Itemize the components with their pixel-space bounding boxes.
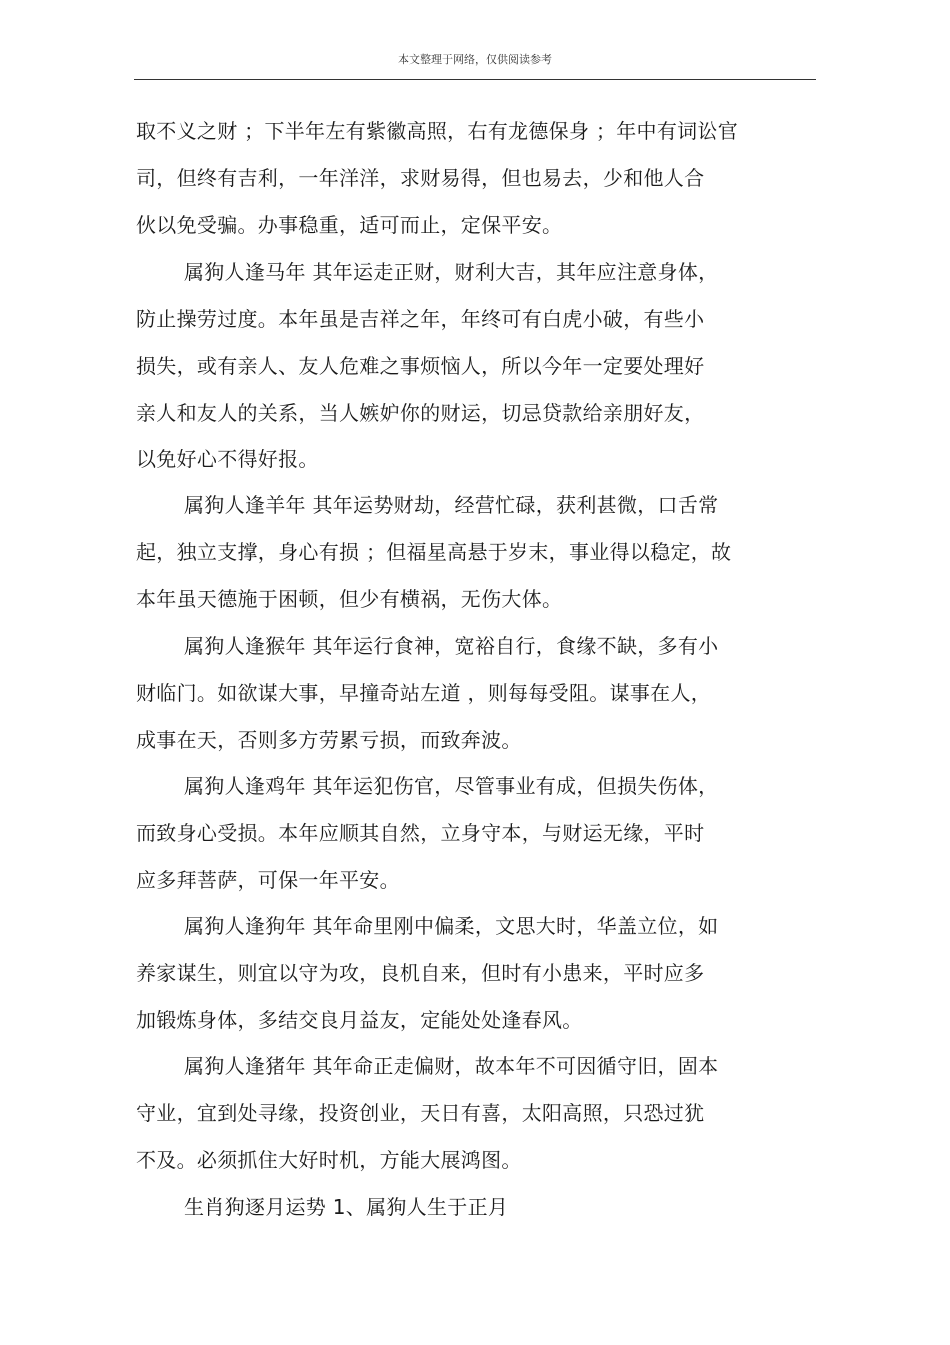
- section-heading-line: 生肖狗逐月运势 1、属狗人生于正月: [184, 1195, 509, 1219]
- text-line: 伙以免受骗。办事稳重，适可而止，定保平安。: [136, 213, 563, 237]
- text-line: 取不义之财 ；下半年左有紫徽高照，右有龙德保身 ；年中有词讼官: [136, 119, 739, 143]
- text-line: 而致身心受损。本年应顺其自然，立身守本，与财运无缘，平时: [136, 821, 705, 845]
- text-line: 以免好心不得好报。: [136, 447, 319, 471]
- text-line: 亲人和友人的关系，当人嫉妒你的财运，切忌贷款给亲朋好友，: [136, 401, 705, 425]
- paragraph-start-line: 属狗人逢狗年 其年命里刚中偏柔，文思大时，华盖立位，如: [184, 914, 719, 938]
- text-line: 防止操劳过度。本年虽是吉祥之年，年终可有白虎小破，有些小: [136, 307, 705, 331]
- text-line: 起，独立支撑，身心有损 ；但福星高悬于岁末，事业得以稳定，故: [136, 540, 732, 564]
- text-line: 守业，宜到处寻缘，投资创业，天日有喜，太阳高照，只恐过犹: [136, 1101, 705, 1125]
- page-header: [134, 53, 816, 80]
- paragraph-start-line: 属狗人逢猴年 其年运行食神，宽裕自行，食缘不缺，多有小: [184, 634, 719, 658]
- text-line: 养家谋生，则宜以守为攻，良机自来，但时有小患来，平时应多: [136, 961, 705, 985]
- text-line: 应多拜菩萨，可保一年平安。: [136, 868, 400, 892]
- text-line: 司，但终有吉利，一年洋洋，求财易得，但也易去，少和他人合: [136, 166, 705, 190]
- paragraph-start-line: 属狗人逢马年 其年运走正财，财利大吉，其年应注意身体，: [184, 260, 719, 284]
- text-line: 损失，或有亲人、友人危难之事烦恼人，所以今年一定要处理好: [136, 354, 705, 378]
- text-line: 本年虽天德施于困顿，但少有横祸，无伤大体。: [136, 587, 563, 611]
- text-line: 不及。必须抓住大好时机，方能大展鸿图。: [136, 1148, 522, 1172]
- paragraph-start-line: 属狗人逢羊年 其年运势财劫，经营忙碌，获利甚微，口舌常: [184, 493, 719, 517]
- text-line: 加锻炼身体，多结交良月益友，定能处处逢春风。: [136, 1008, 583, 1032]
- paragraph-start-line: 属狗人逢猪年 其年命正走偏财，故本年不可因循守旧，固本: [184, 1054, 719, 1078]
- text-line: 财临门。如欲谋大事，早撞奇站左道 ，则每每受阻。谋事在人，: [136, 681, 712, 705]
- paragraph-start-line: 属狗人逢鸡年 其年运犯伤官，尽管事业有成，但损失伤体，: [184, 774, 719, 798]
- text-line: 成事在天，否则多方劳累亏损，而致奔波。: [136, 728, 522, 752]
- header-text: 本文整理于网络，仅供阅读参考: [398, 53, 552, 66]
